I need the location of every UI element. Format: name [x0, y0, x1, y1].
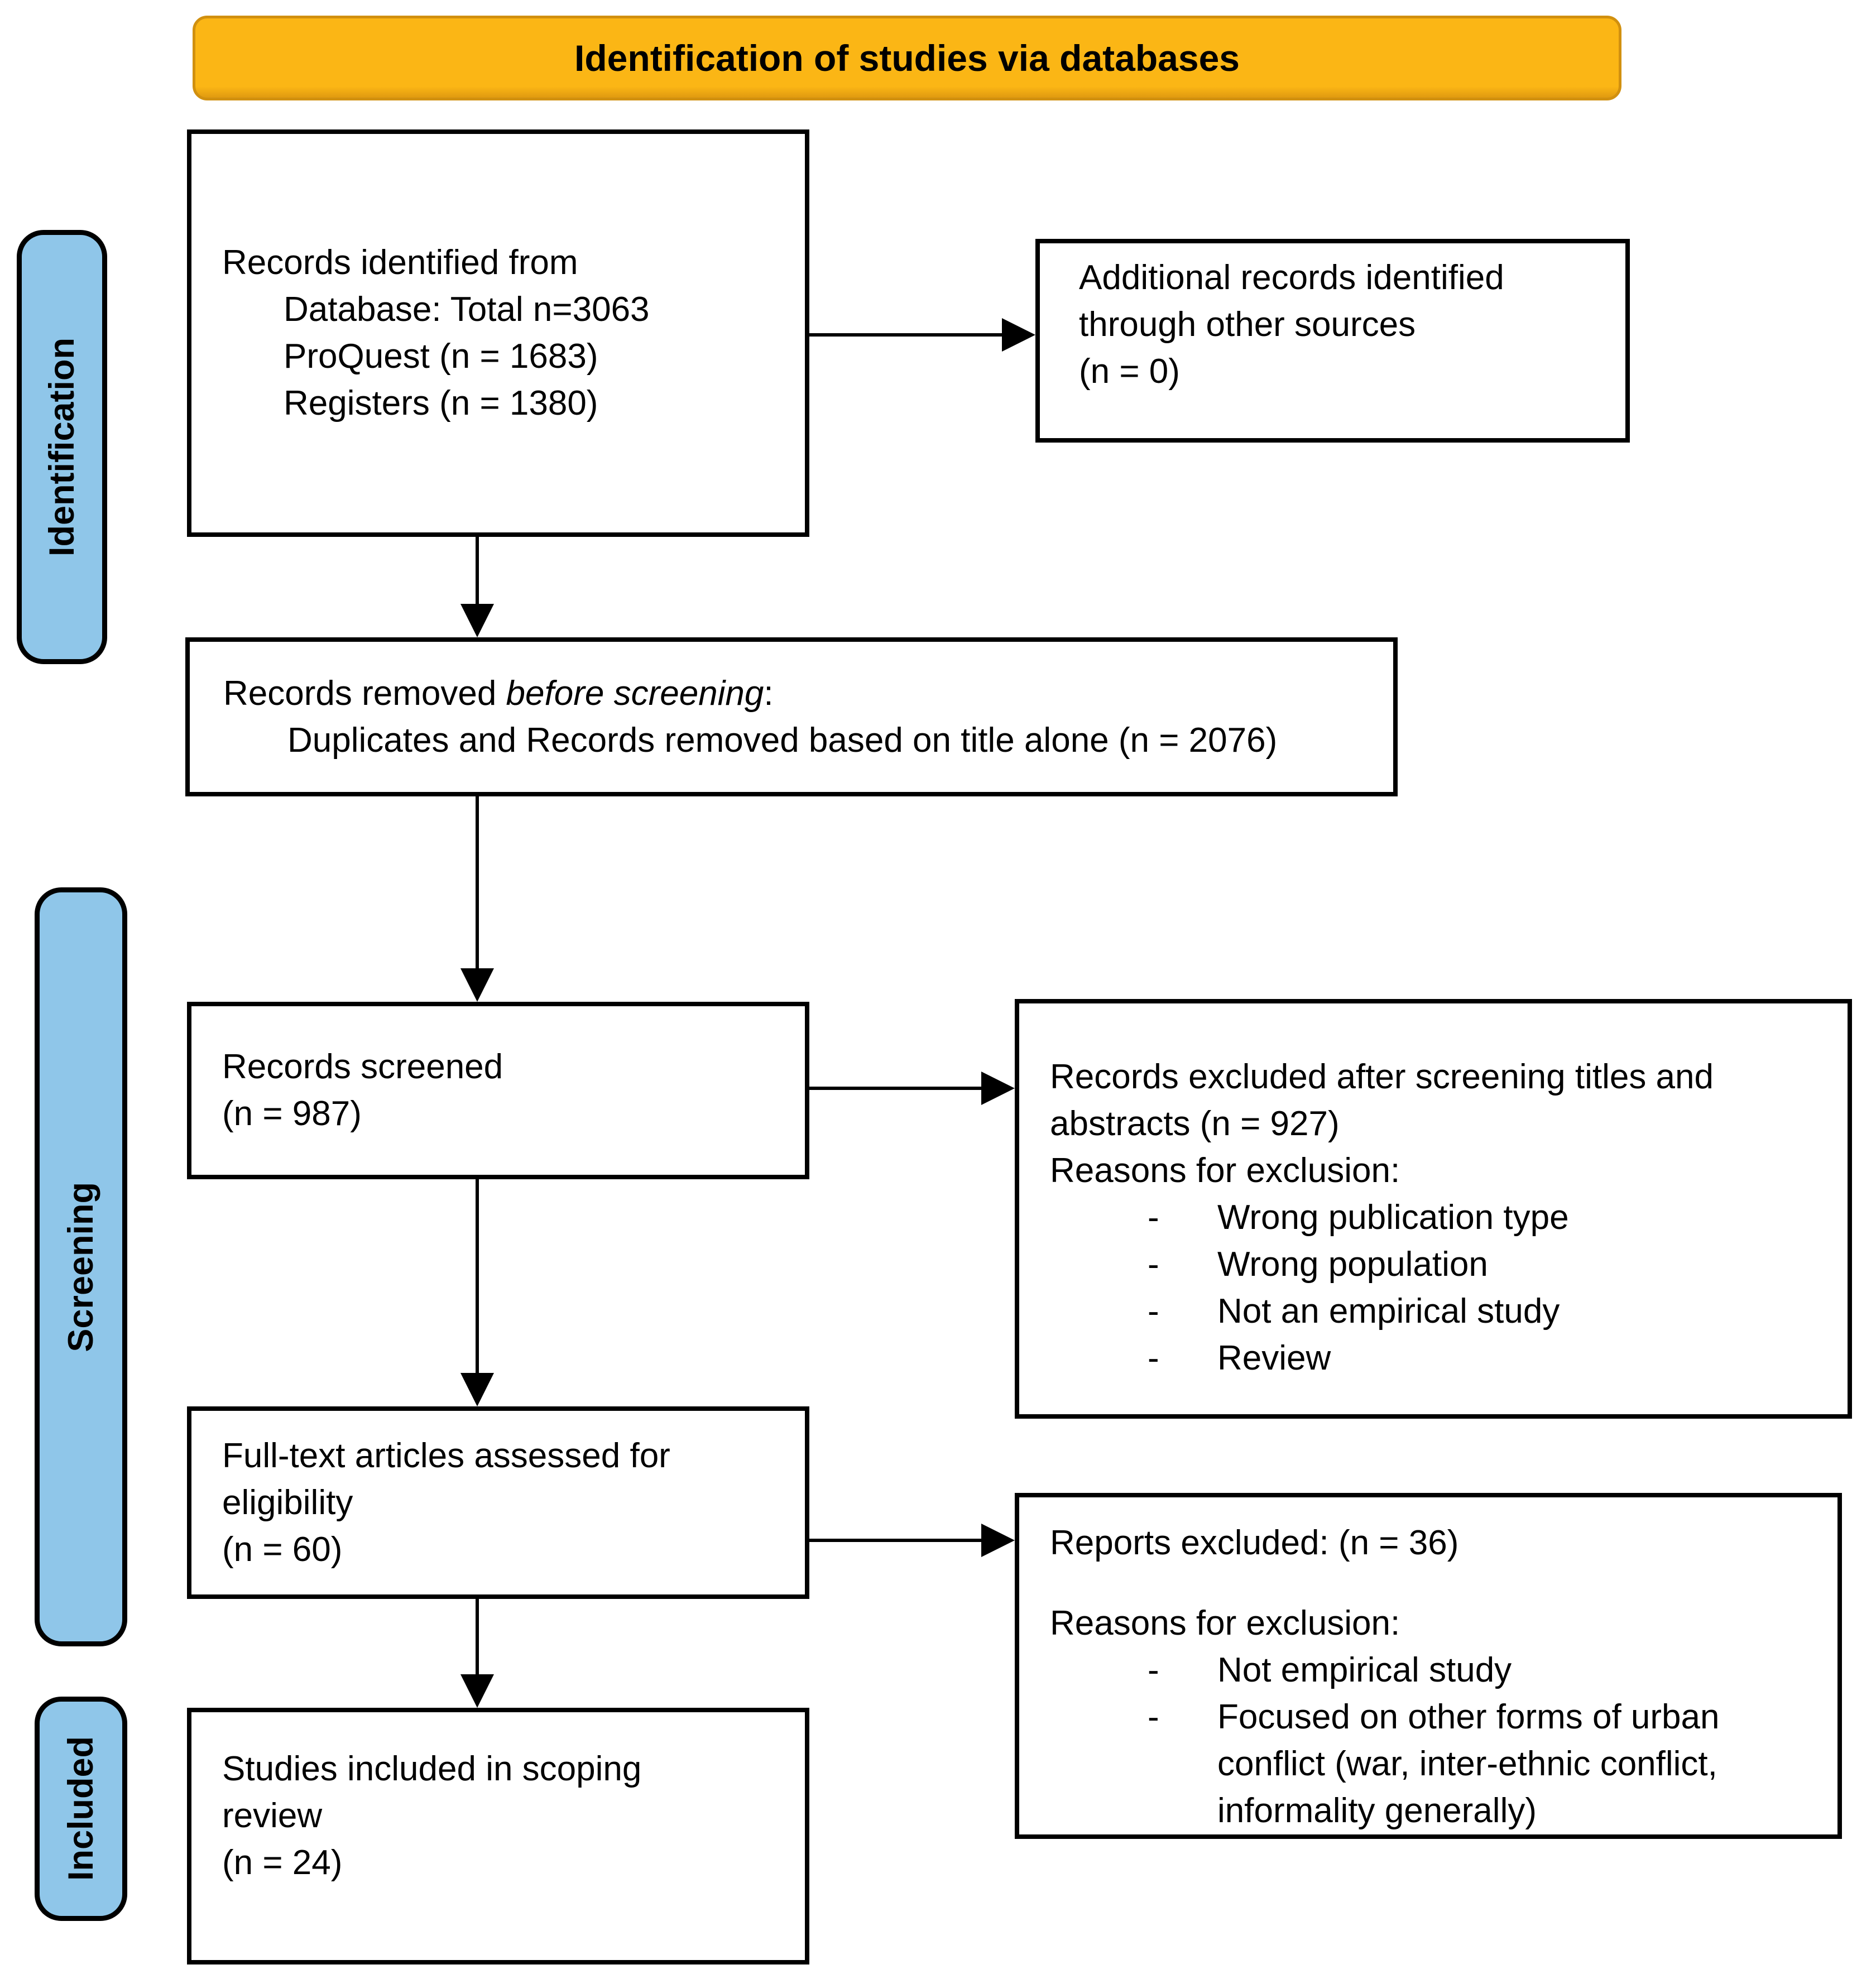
stage-identification-label: Identification: [42, 338, 81, 556]
reports-excluded-reasons-heading: Reasons for exclusion:: [1050, 1604, 1400, 1642]
reports-excluded-summary: Reports excluded: (n = 36): [1050, 1524, 1459, 1562]
box-additional-records: [1035, 239, 1630, 443]
stage-included: [35, 1697, 127, 1921]
additional-records-line: Additional records identified: [1079, 258, 1504, 297]
fulltext-line: eligibility: [222, 1483, 353, 1522]
arrow-line: [476, 1599, 479, 1677]
box-records-removed: [185, 637, 1398, 796]
exclusion-reason-text: Focused on other forms of urban conflict (war, inter-ethnic conflict, informality generally): [1217, 1698, 1720, 1830]
studies-included-line: review: [222, 1797, 323, 1835]
records-identified-item: Registers (n = 1380): [284, 384, 598, 422]
blank-line: [1050, 1567, 1824, 1600]
box-studies-included: [187, 1708, 809, 1964]
arrow-head: [460, 1674, 494, 1708]
records-identified-intro: Records identified from: [222, 243, 578, 282]
bullet-dash: -: [1148, 1339, 1159, 1377]
additional-records-line: (n = 0): [1079, 352, 1180, 391]
records-removed-suffix: :: [764, 674, 774, 713]
exclusion-reason: [1050, 1241, 1834, 1288]
exclusion-reason: [1050, 1335, 1834, 1382]
exclusion-reason: [1050, 1647, 1824, 1694]
records-removed-detail: Duplicates and Records removed based on title alone (n = 2076): [287, 720, 1278, 760]
arrow-line: [476, 796, 479, 971]
exclusion-reason: [1050, 1694, 1824, 1834]
exclusion-reason-text: Wrong population: [1217, 1245, 1488, 1284]
records-screened-line: (n = 987): [222, 1094, 362, 1133]
arrow-line: [809, 1087, 985, 1090]
stage-screening: [35, 887, 127, 1646]
arrow-line: [809, 1539, 985, 1542]
exclusion-reason: [1050, 1194, 1834, 1241]
box-records-screened: [187, 1002, 809, 1179]
bullet-dash: -: [1148, 1245, 1159, 1284]
exclusion-reason-text: Wrong publication type: [1217, 1198, 1569, 1237]
records-removed-heading: [223, 670, 1393, 717]
exclusion-reason-text: Not an empirical study: [1217, 1292, 1560, 1330]
box-records-excluded: [1015, 999, 1852, 1419]
box-reports-excluded: [1015, 1493, 1842, 1839]
arrow-line: [809, 333, 1006, 337]
bullet-dash: -: [1148, 1651, 1159, 1689]
records-identified-item: Database: Total n=3063: [284, 290, 650, 329]
arrow-line: [476, 1179, 479, 1376]
exclusion-reason: [1050, 1288, 1834, 1335]
records-removed-prefix: Records removed: [223, 674, 506, 713]
bullet-dash: -: [1148, 1698, 1159, 1736]
fulltext-line: (n = 60): [222, 1530, 343, 1569]
records-identified-item: ProQuest (n = 1683): [284, 337, 598, 376]
bullet-dash: -: [1148, 1292, 1159, 1330]
arrow-head: [981, 1524, 1015, 1557]
records-excluded-reasons-heading: Reasons for exclusion:: [1050, 1151, 1400, 1190]
studies-included-line: (n = 24): [222, 1843, 343, 1882]
arrow-head: [981, 1072, 1015, 1105]
arrow-head: [460, 968, 494, 1002]
records-screened-line: Records screened: [222, 1048, 503, 1086]
banner-title: Identification of studies via databases: [574, 37, 1240, 79]
bullet-dash: -: [1148, 1198, 1159, 1237]
banner: [193, 16, 1621, 100]
records-excluded-summary: Records excluded after screening titles and abstracts (n = 927): [1050, 1058, 1714, 1143]
box-fulltext-assessed: [187, 1406, 809, 1599]
exclusion-reason-text: Review: [1217, 1339, 1331, 1377]
stage-screening-label: Screening: [61, 1181, 100, 1352]
arrow-head: [460, 604, 494, 637]
arrow-head: [460, 1373, 494, 1406]
exclusion-reason-text: Not empirical study: [1217, 1651, 1512, 1689]
studies-included-line: Studies included in scoping: [222, 1750, 642, 1788]
box-records-identified: [187, 129, 809, 537]
records-removed-italic-phrase: before screening: [506, 674, 764, 713]
arrow-line: [476, 537, 479, 608]
fulltext-line: Full-text articles assessed for: [222, 1436, 670, 1475]
arrow-head: [1002, 318, 1035, 352]
additional-records-line: through other sources: [1079, 305, 1416, 344]
stage-included-label: Included: [61, 1736, 100, 1881]
stage-identification: [17, 230, 107, 664]
